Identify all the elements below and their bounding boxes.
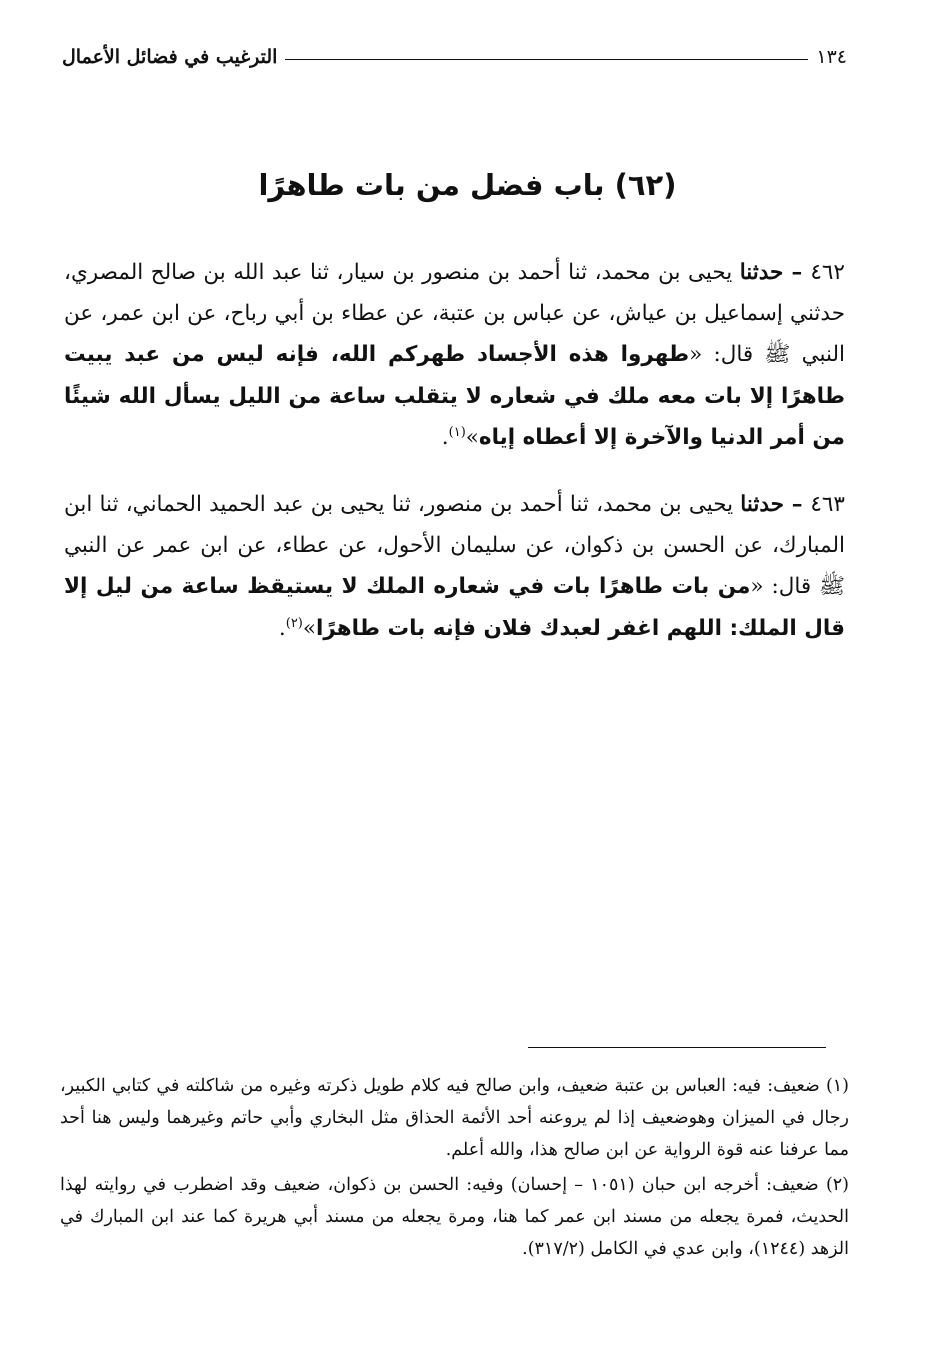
hadith-463	[64, 484, 845, 649]
book-title: الترغيب في فضائل الأعمال	[62, 46, 278, 68]
hadith-opening: حدثنا	[739, 260, 784, 285]
hadith-462	[64, 252, 845, 458]
hadith-dash: –	[783, 492, 811, 518]
footnote-text: ضعيف: فيه: العباس بن عتبة ضعيف، وابن صالح فيه كلام طويل ذكرته وغيره من شاكلته في كتابي الكبير، رجال في الميزان وهوضعيف إذا لم يروعنه أحد الأئمة الحذاق مثل البخاري وأبي حاتم وغيرهما وليس هنا أحد مما عرفنا عنه قوة الرواية عن ابن صالح هذا، والله أعلم.	[60, 1076, 849, 1160]
footnote-marker: (١)	[825, 1076, 849, 1096]
hadith-isnad: يحيى بن محمد، ثنا أحمد بن منصور بن سيار، ثنا عبد الله بن صالح المصري، حدثني إسماعيل بن عياش، عن عباس بن عتبة، عن عطاء بن أبي رباح، عن ابن عمر، عن النبي ﷺ قال: «	[64, 260, 845, 368]
hadith-number: ٤٦٢	[810, 260, 845, 285]
footnotes	[60, 1070, 849, 1268]
header-rule	[285, 59, 808, 60]
footnote-marker: (٢)	[825, 1175, 849, 1195]
running-header	[62, 40, 847, 74]
hadith-end: .	[278, 615, 286, 641]
footnote-2	[60, 1169, 849, 1265]
hadith-matn: طهروا هذه الأجساد طهركم الله، فإنه ليس من عبد يبيت طاهرًا إلا بات معه ملك في شعاره لا يتقلب ساعة من الليل يسأل الله شيئًا من أمر الدنيا والآخرة إلا أعطاه إياه	[64, 342, 845, 450]
chapter-heading: (٦٢) باب فضل من بات طاهرًا	[258, 168, 677, 202]
hadith-end: .	[441, 424, 449, 450]
main-text	[64, 252, 845, 675]
hadith-matn: من بات طاهرًا بات في شعاره الملك لا يستيقظ ساعة من ليل إلا قال الملك: اللهم اغفر لعبدك فلان فإنه بات طاهرًا	[64, 574, 845, 641]
quote-close: »	[302, 615, 317, 641]
footnote-separator	[528, 1047, 826, 1048]
footnote-reference[interactable]: (١)	[448, 424, 466, 440]
footnote-text: ضعيف: أخرجه ابن حبان (١٠٥١ – إحسان) وفيه: الحسن بن ذكوان، ضعيف وقد اضطرب في روايته لهذا الحديث، فمرة يجعله من مسند ابن عمر كما هنا، ومرة يجعله من مسند أبي هريرة كما عند ابن المبارك في الزهد (١٢٤٤)، وابن عدي في الكامل (٣١٧/٢).	[60, 1175, 849, 1259]
hadith-opening: حدثنا	[740, 492, 784, 518]
hadith-dash: –	[783, 260, 811, 285]
footnote-1	[60, 1070, 849, 1166]
footnote-reference[interactable]: (٢)	[285, 615, 303, 631]
quote-close: »	[465, 424, 479, 450]
hadith-isnad: يحيى بن محمد، ثنا أحمد بن منصور، ثنا يحيى بن عبد الحميد الحماني، ثنا ابن المبارك، عن الحسن بن ذكوان، عن سليمان الأحول، عن عطاء، عن ابن عمر عن النبي ﷺ قال: «	[64, 492, 845, 600]
hadith-number: ٤٦٣	[810, 492, 845, 518]
page-number: ١٣٤	[816, 46, 847, 68]
